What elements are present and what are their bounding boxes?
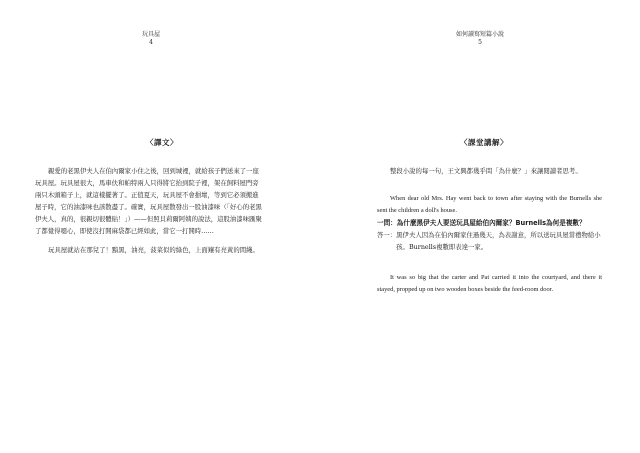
right-page xyxy=(320,0,640,453)
lecture-intro: 整段小說的每一句，王文興都幾乎問「為什麼？」來讓閱讀者思考。 xyxy=(390,167,582,175)
translation-paragraph-1: 親愛的老黑伊夫人在伯內爾家小住之後，回到城裡，就給孩子們送來了一座玩具屋。玩具屋很大，馬車伕和帕特兩人只得將它抬到院子裡，架在飼料屋門旁兩只木頭箱子上，就這樣擺著了。正值夏天，玩具屋不會損壞，等到它必須搬進屋子時，它的油漆味也該散盡了。確實，玩具屋散發出一股油漆味（「好心的老黑伊夫人，真的，很親切很體貼！」）——但照貝莉爾阿姨的說法，這股油漆味匯聚了都覺得噁心，即使沒打開麻袋都已經如此，當它一打開時…… xyxy=(35,167,262,236)
question-1 xyxy=(377,217,602,229)
right-header-title: 如何讀寫短篇小說 xyxy=(455,31,504,38)
left-header-title: 玩具屋 xyxy=(141,31,160,38)
translation-section-title: 〈譯文〉 xyxy=(146,138,178,147)
lecture-section-title: 〈課堂講解〉 xyxy=(460,138,508,147)
translation-paragraph-2: 玩具屋就站在那兒了！黯黑，油亮，菠菜似的綠色，上面鑲有亮黃的間綫。 xyxy=(48,245,259,254)
question-text: 為什麼黑伊夫人要送玩具屋給伯內爾家？Burnells為何是複數？ xyxy=(396,219,586,228)
right-page-number: 5 xyxy=(478,39,482,46)
english-quote-1: When dear old Mrs. Hay went back to town after staying with the Burnells she sent the children a doll's house. xyxy=(377,195,602,215)
translation-body xyxy=(35,165,265,256)
left-page-header xyxy=(126,31,176,47)
answer-text: 黑伊夫人因為在伯內爾家住過幾天，為表謝意，所以送玩具屋當禮物給小孩。Burnells複數即表達一家。 xyxy=(396,231,601,252)
answer-1 xyxy=(377,229,602,253)
lecture-body xyxy=(377,165,602,296)
right-page-header xyxy=(440,31,520,47)
english-quote-2: It was so big that the carter and Pat carried it into the courtyard, and there it stayed, propped up on two wooden boxes beside the feed-room door. xyxy=(377,273,602,293)
left-page-number: 4 xyxy=(149,39,153,46)
answer-label: 答一： xyxy=(377,231,397,240)
question-label: 一問： xyxy=(377,219,397,228)
